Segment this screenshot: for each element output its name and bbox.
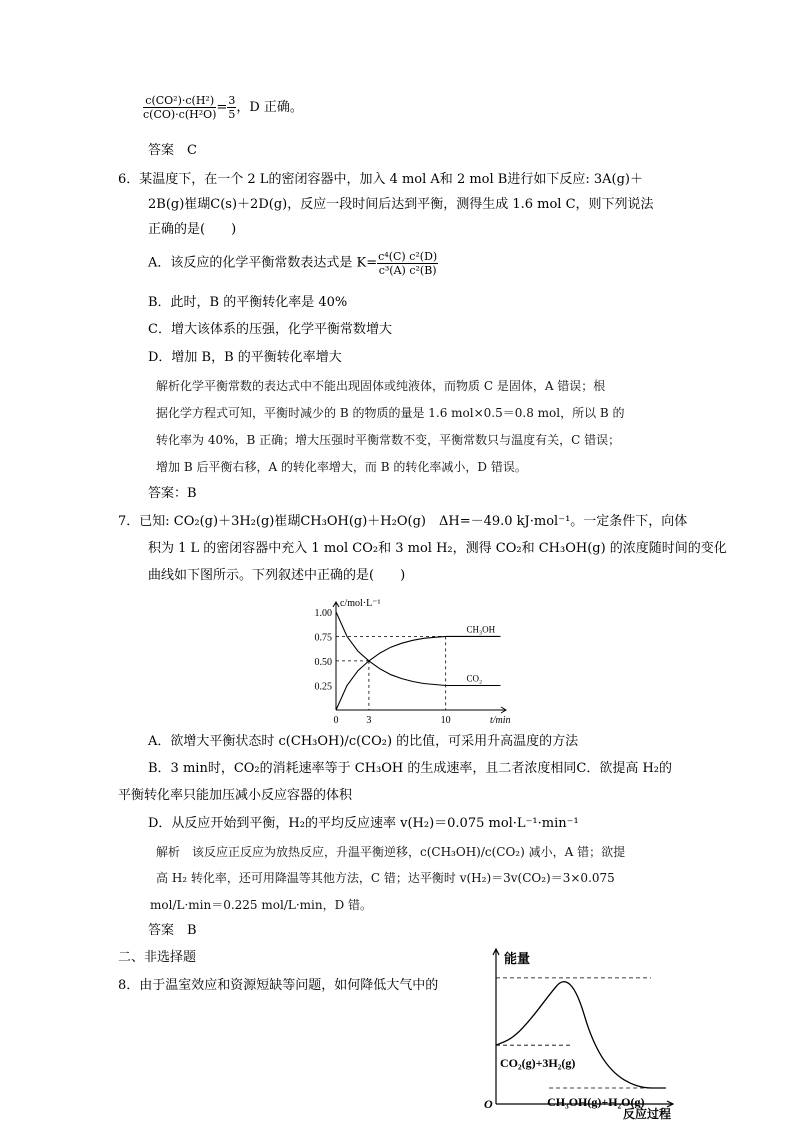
energy-y-label: 能量 <box>504 951 531 966</box>
q6-explanation-1: 解析化学平衡常数的表达式中不能出现固体或纯液体，而物质 C 是固体，A 错误；根 <box>156 379 606 393</box>
q6-line2: 2B(g)崔瑚C(s)＋2D(g)，反应一段时间后达到平衡，测得生成 1.6 mol C，则下列说法 <box>148 197 654 212</box>
energy-curve <box>496 982 666 1088</box>
x-tick-label: 0 <box>333 715 339 726</box>
top-equation <box>143 94 303 121</box>
top-fraction <box>143 94 216 121</box>
q6-option-a-prefix: A．该反应的化学平衡常数表达式是 K= <box>148 255 378 271</box>
top-value-denominator: 5 <box>228 108 236 121</box>
q6-option-a <box>148 250 438 277</box>
y-tick-label: 0.25 <box>314 681 332 693</box>
q6-explanation-4: 增加 B 后平衡右移，A 的转化率增大，而 B 的转化率减小，D 错误。 <box>156 460 527 474</box>
q7-option-a: A．欲增大平衡状态时 c(CH₃OH)/c(CO₂) 的比值，可采用升高温度的方法 <box>148 734 579 749</box>
q6-k-numerator: c⁴(C) c²(D) <box>378 250 438 263</box>
q6-option-d: D．增加 B，B 的平衡转化率增大 <box>148 350 342 365</box>
top-equals: = <box>216 100 228 115</box>
y-tick-label: 1.00 <box>314 607 332 619</box>
reactant-label: CO₂(g)+3H₂(g) <box>500 1056 576 1071</box>
section-2-title: 二、非选择题 <box>118 950 197 965</box>
x-tick-label: 10 <box>440 715 451 726</box>
top-fraction-numerator: c(CO²)·c(H²) <box>143 94 216 108</box>
top-value-numerator: 3 <box>228 94 236 107</box>
top-tail: ，D 正确。 <box>236 100 303 115</box>
q6-explanation-2: 据化学方程式可知，平衡时减少的 B 的物质的量是 1.6 mol×0.5＝0.8 mol，所以 B 的 <box>156 406 625 420</box>
q6-answer: 答案：B <box>148 486 197 501</box>
q7-option-b: B．3 min时，CO₂的消耗速率等于 CH₃OH 的生成速率，且二者浓度相同C．欲提高 H₂的 <box>148 761 673 776</box>
q7-option-b-cont: 平衡转化率只能加压减小反应容器的体积 <box>118 788 353 803</box>
y-tick-label: 0.50 <box>314 656 332 668</box>
q6-k-denominator: c³(A) c²(B) <box>378 264 437 277</box>
q6-line1: 6．某温度下，在一个 2 L的密闭容器中，加入 4 mol A和 2 mol B进行如下反应: 3A(g)＋ <box>118 172 643 187</box>
y-axis-label: c/mol·L⁻¹ <box>340 598 381 609</box>
series-label-0: CH₃OH <box>466 624 496 635</box>
y-tick-label: 0.75 <box>314 632 332 644</box>
q7-line2: 积为 1 L 的密闭容器中充入 1 mol CO₂和 3 mol H₂，测得 CO₂和 CH₃OH(g) 的浓度随时间的变化 <box>148 541 727 556</box>
q6-k-fraction <box>377 250 438 277</box>
x-axis-label: t/min <box>490 715 511 726</box>
q7-option-d: D．从反应开始到平衡，H₂的平均反应速率 v(H₂)＝0.075 mol·L⁻¹·min⁻¹ <box>148 816 579 831</box>
top-fraction-denominator: c(CO)·c(H²O) <box>143 108 217 121</box>
q7-explanation-2: 高 H₂ 转化率，还可用降温等其他方法，C 错；达平衡时 v(H₂)＝3v(CO₂)＝3×0.075 <box>156 871 615 885</box>
q6-explanation-3: 转化率为 40%，B 正确；增大压强时平衡常数不变，平衡常数只与温度有关，C 错误； <box>156 433 621 447</box>
q7-answer: 答案 B <box>148 923 197 938</box>
q6-option-b: B．此时，B 的平衡转化率是 40% <box>148 295 348 310</box>
x-tick-label: 3 <box>366 715 372 726</box>
q7-line1: 7．已知: CO₂(g)＋3H₂(g)崔瑚CH₃OH(g)＋H₂O(g) ΔH=－49.0 kJ·mol⁻¹。一定条件下，向体 <box>118 514 688 529</box>
q6-line3: 正确的是( ) <box>148 222 237 237</box>
q6-option-c: C．增大该体系的压强，化学平衡常数增大 <box>148 322 392 337</box>
product-label: CH₃OH(g)+H₂O(g) <box>547 1094 645 1109</box>
q7-explanation-3: mol/L·min＝0.225 mol/L·min，D 错。 <box>150 898 373 912</box>
series-label-1: CO₂ <box>466 673 483 684</box>
q7-explanation-1: 解析 该反应正反应为放热反应，升温平衡逆移，c(CH₃OH)/c(CO₂) 减小，A 错；欲提 <box>156 845 626 859</box>
top-value-fraction <box>227 94 236 121</box>
concentration-time-chart <box>300 594 530 729</box>
q7-line3: 曲线如下图所示。下列叙述中正确的是( ) <box>148 568 406 583</box>
energy-diagram <box>478 944 678 1120</box>
top-answer: 答案 C <box>148 143 197 158</box>
q8-line1: 8．由于温室效应和资源短缺等问题，如何降低大气中的 <box>118 978 439 993</box>
origin-label: O <box>484 1097 493 1111</box>
energy-x-label: 反应过程 <box>623 1107 672 1120</box>
